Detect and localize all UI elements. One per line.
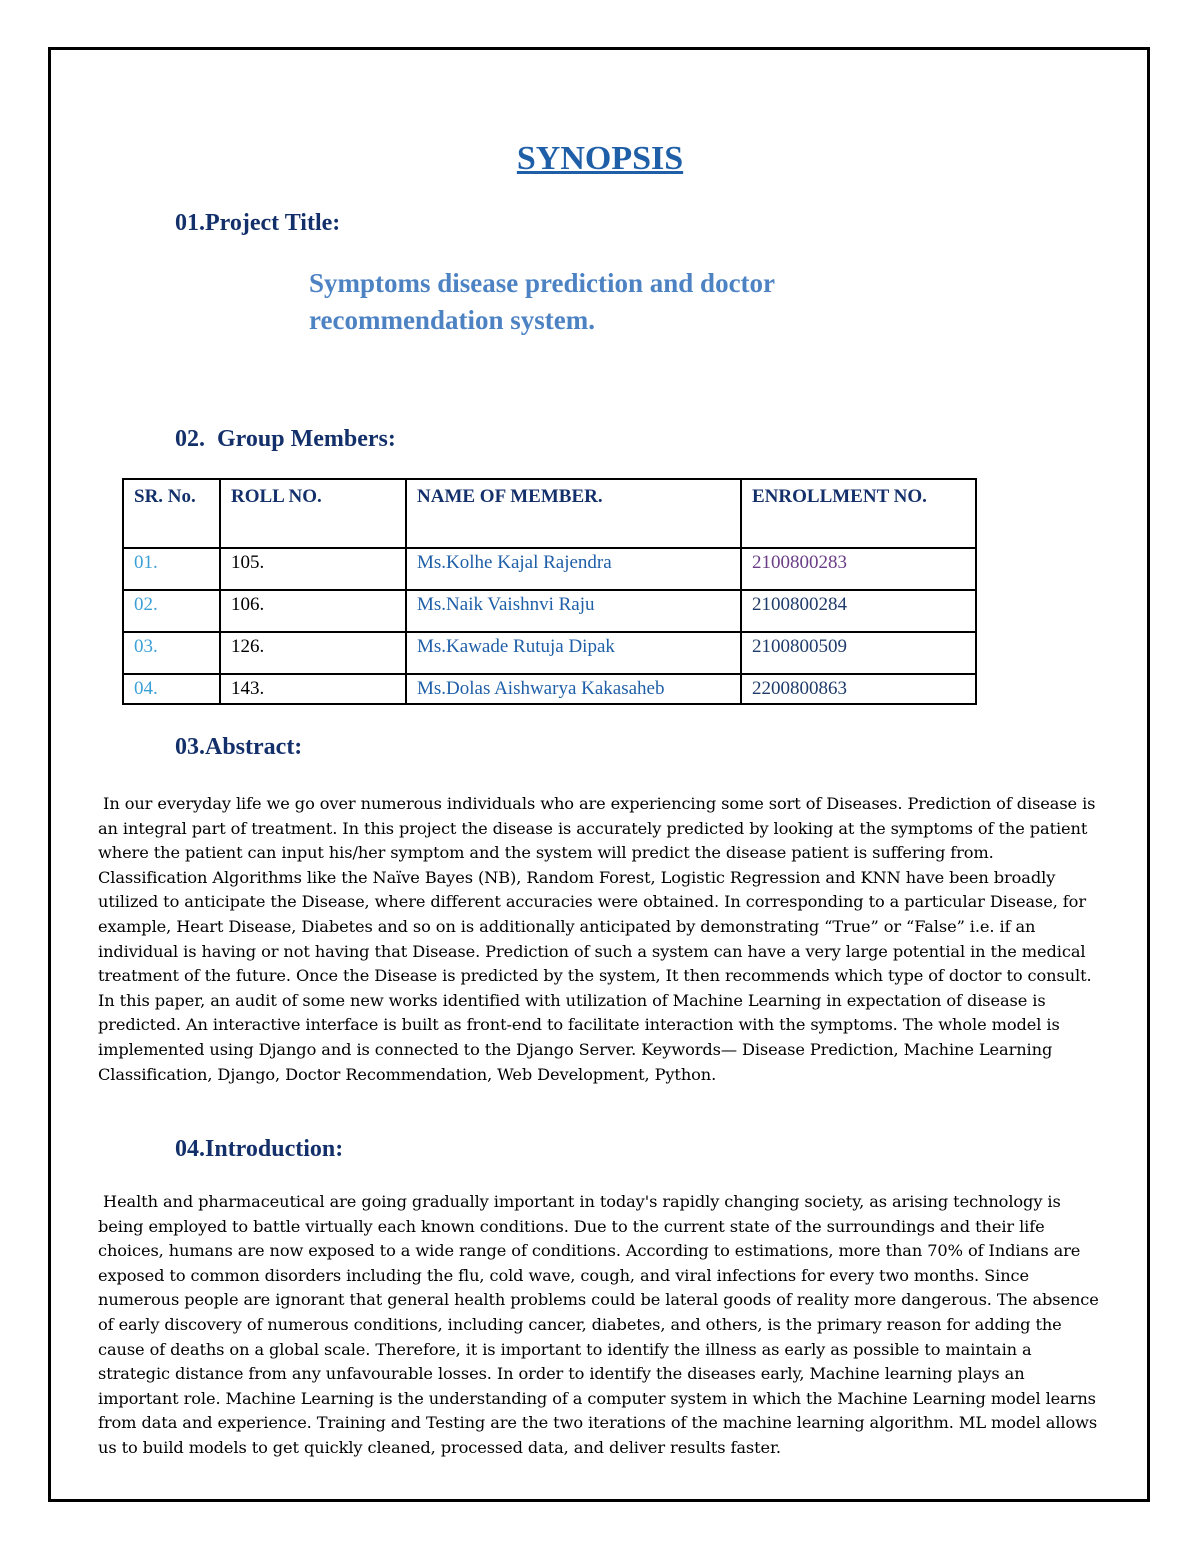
table-header-row (123, 479, 976, 548)
cell-roll-no: 126. (220, 632, 406, 674)
table-row (123, 674, 976, 704)
cell-name: Ms.Kawade Rutuja Dipak (406, 632, 741, 674)
project-title-text: Symptoms disease prediction and doctor recommendation system. (309, 268, 775, 335)
abstract-text: In our everyday life we go over numerous individuals who are experiencing some sort of Diseases. Prediction of disease is an integral part of treatment. In this project the disease is accurately predicted by looking at the symptoms of the patient where the patient can input his/her symptom and the system will predict the disease patient is suffering from. Classification Algorithms like the Naïve Bayes (NB), Random Forest, Logistic Regression and KNN have been broadly utilized to anticipate the Disease, where different accuracies were obtained. In corresponding to a particular Disease, for example, Heart Disease, Diabetes and so on is additionally anticipated by demonstrating “True” or “False” i.e. if an individual is having or not having that Disease. Prediction of such a system can have a very large potential in the medical treatment of the future. Once the Disease is predicted by the system, It then recommends which type of doctor to consult. In this paper, an audit of some new works identified with utilization of Machine Learning in expectation of disease is predicted. An interactive interface is built as front-end to facilitate interaction with the symptoms. The whole model is implemented using Django and is connected to the Django Server. Keywords— Disease Prediction, Machine Learning Classification, Django, Doctor Recommendation, Web Development, Python. (98, 794, 1101, 1084)
table-row (123, 548, 976, 590)
heading-project-title: 01.Project Title: (175, 210, 341, 236)
group-members-table (122, 478, 977, 705)
cell-enrollment: 2200800863 (741, 674, 976, 704)
heading-abstract: 03.Abstract: (175, 734, 303, 760)
table-row (123, 632, 976, 674)
cell-roll-no: 143. (220, 674, 406, 704)
header-name: NAME OF MEMBER. (406, 479, 741, 548)
cell-sr-no: 04. (123, 674, 220, 704)
cell-enrollment: 2100800509 (741, 632, 976, 674)
cell-sr-no: 03. (123, 632, 220, 674)
cell-sr-no: 02. (123, 590, 220, 632)
cell-name: Ms.Dolas Aishwarya Kakasaheb (406, 674, 741, 704)
document-title: SYNOPSIS (516, 140, 684, 177)
header-roll-no: ROLL NO. (220, 479, 406, 548)
introduction-text: Health and pharmaceutical are going gradually important in today's rapidly changing society, as arising technology is being employed to battle virtually each known conditions. Due to the current state of the surroundings and their life choices, humans are now exposed to a wide range of conditions. According to estimations, more than 70% of Indians are exposed to common disorders including the flu, cold wave, cough, and viral infections for every two months. Since numerous people are ignorant that general health problems could be lateral goods of reality more dangerous. The absence of early discovery of numerous conditions, including cancer, diabetes, and others, is the primary reason for adding the cause of deaths on a global scale. Therefore, it is important to identify the illness as early as possible to maintain a strategic distance from any unfavourable losses. In order to identify the diseases early, Machine learning plays an important role. Machine Learning is the understanding of a computer system in which the Machine Learning model learns from data and experience. Training and Testing are the two iterations of the machine learning algorithm. ML model allows us to build models to get quickly cleaned, processed data, and deliver results faster. (98, 1192, 1104, 1457)
heading-introduction: 04.Introduction: (175, 1136, 344, 1162)
cell-enrollment: 2100800283 (741, 548, 976, 590)
cell-roll-no: 106. (220, 590, 406, 632)
heading-group-members: 02. Group Members: (175, 426, 396, 452)
cell-roll-no: 105. (220, 548, 406, 590)
header-enrollment: ENROLLMENT NO. (741, 479, 976, 548)
header-sr-no: SR. No. (123, 479, 220, 548)
cell-enrollment: 2100800284 (741, 590, 976, 632)
cell-sr-no: 01. (123, 548, 220, 590)
cell-name: Ms.Naik Vaishnvi Raju (406, 590, 741, 632)
table-row (123, 590, 976, 632)
cell-name: Ms.Kolhe Kajal Rajendra (406, 548, 741, 590)
